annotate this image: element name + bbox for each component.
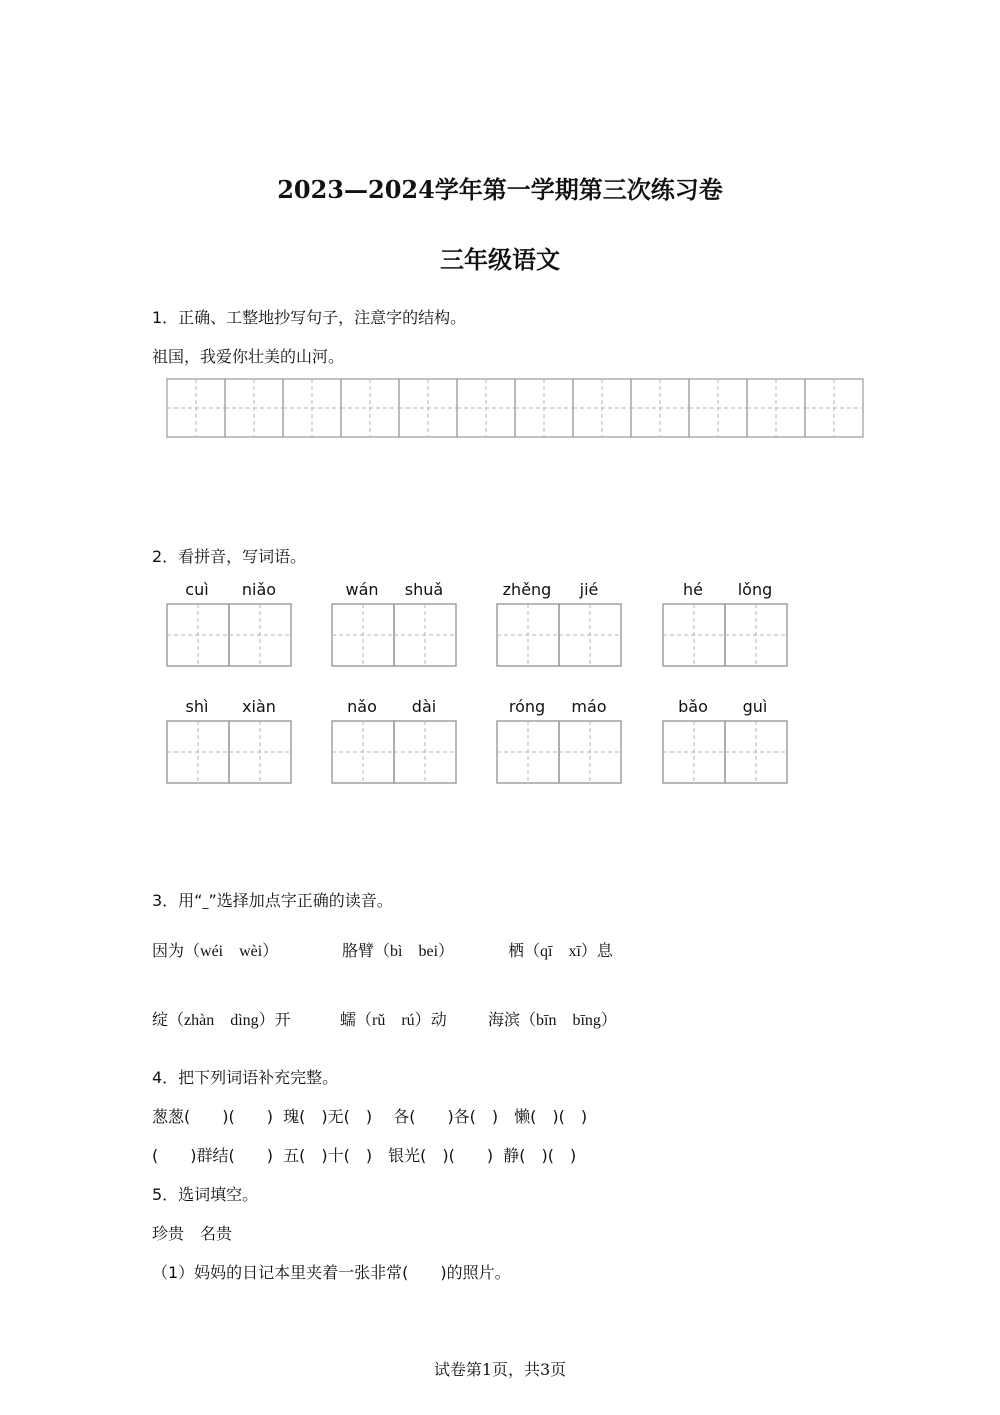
pinyin-label: máo bbox=[571, 697, 607, 716]
character-grid[interactable] bbox=[662, 603, 790, 669]
reading-word: 蠕 bbox=[340, 1010, 357, 1029]
reading-item bbox=[342, 938, 454, 961]
reading-word: 海滨 bbox=[488, 1010, 521, 1029]
question-3-prompt bbox=[152, 888, 393, 911]
reading-item bbox=[152, 938, 278, 961]
pinyin-word-item bbox=[166, 697, 296, 787]
character-grid[interactable] bbox=[662, 720, 790, 786]
character-grid[interactable] bbox=[496, 603, 624, 669]
pinyin-word-item bbox=[331, 697, 461, 787]
reading-options[interactable]: （qī xī） bbox=[524, 943, 597, 960]
copy-writing-grid[interactable] bbox=[166, 378, 866, 438]
reading-options[interactable]: （zhàn dìng） bbox=[168, 1012, 275, 1029]
question-5-prompt: 5．选词填空。 bbox=[152, 1185, 259, 1204]
question-4-prompt: 4．把下列词语补充完整。 bbox=[152, 1068, 339, 1087]
pinyin-label: cuì bbox=[185, 580, 209, 599]
question-2-prompt: 2．看拼音，写词语。 bbox=[152, 547, 307, 566]
writing-cell[interactable] bbox=[689, 379, 747, 437]
writing-cell[interactable] bbox=[515, 379, 573, 437]
pinyin-label: nǎo bbox=[347, 697, 377, 716]
pinyin-label: wán bbox=[345, 580, 379, 599]
writing-cell[interactable] bbox=[805, 379, 863, 437]
page-title: 2023—2024学年第一学期第三次练习卷 bbox=[277, 175, 723, 204]
pinyin-word-item bbox=[662, 580, 792, 670]
pinyin-label: jié bbox=[579, 580, 599, 599]
pinyin-label: lǒng bbox=[737, 580, 773, 599]
writing-cell[interactable] bbox=[399, 379, 457, 437]
character-grid[interactable] bbox=[331, 720, 459, 786]
fill-sentence-1[interactable]: （1）妈妈的日记本里夹着一张非常( )的照片。 bbox=[152, 1263, 511, 1282]
pinyin-label: shì bbox=[185, 697, 209, 716]
reading-item bbox=[488, 1007, 617, 1030]
writing-cell[interactable] bbox=[283, 379, 341, 437]
writing-cell[interactable] bbox=[225, 379, 283, 437]
reading-options[interactable]: （rǔ rú） bbox=[356, 1012, 431, 1029]
reading-item bbox=[152, 1007, 291, 1030]
pinyin-label: róng bbox=[508, 697, 546, 716]
pinyin-label: bǎo bbox=[678, 697, 708, 716]
pinyin-word-item bbox=[496, 580, 626, 670]
pinyin-word-item bbox=[662, 697, 792, 787]
character-grid[interactable] bbox=[166, 603, 294, 669]
pinyin-label: xiàn bbox=[242, 697, 276, 716]
idiom-fill-line-1[interactable]: 葱葱( )( ) 瑰( )无( ) 各( )各( ) 懒( )( ) bbox=[152, 1107, 588, 1126]
reading-options[interactable]: （wéi wèi） bbox=[184, 943, 279, 960]
word-choices: 珍贵 名贵 bbox=[152, 1224, 233, 1243]
page-subtitle: 三年级语文 bbox=[440, 245, 560, 274]
question-1-sentence: 祖国，我爱你壮美的山河。 bbox=[152, 347, 345, 366]
reading-word-tail: 动 bbox=[430, 1010, 447, 1029]
idiom-fill-line-2[interactable]: ( )群结( ) 五( )十( ) 银光( )( ) 静( )( ) bbox=[152, 1146, 577, 1165]
reading-options[interactable]: （bīn bīng） bbox=[520, 1012, 617, 1029]
writing-cell[interactable] bbox=[457, 379, 515, 437]
character-grid[interactable] bbox=[496, 720, 624, 786]
pinyin-label: dài bbox=[411, 697, 437, 716]
pinyin-word-item bbox=[166, 580, 296, 670]
pinyin-label: hé bbox=[683, 580, 703, 599]
reading-item bbox=[508, 938, 613, 961]
pinyin-word-item bbox=[331, 580, 461, 670]
reading-word: 绽 bbox=[152, 1010, 169, 1029]
character-grid[interactable] bbox=[331, 603, 459, 669]
question-3-prompt-start: 3．用“ bbox=[152, 891, 203, 910]
reading-item bbox=[340, 1007, 447, 1030]
reading-word-tail: 开 bbox=[274, 1010, 291, 1029]
pinyin-label: guì bbox=[742, 697, 768, 716]
character-grid[interactable] bbox=[166, 720, 294, 786]
writing-cell[interactable] bbox=[747, 379, 805, 437]
reading-options[interactable]: （bì bei） bbox=[374, 943, 455, 960]
reading-word: 胳臂 bbox=[342, 941, 375, 960]
question-3-prompt-end: ”选择加点字正确的读音。 bbox=[208, 891, 393, 910]
writing-cell[interactable] bbox=[631, 379, 689, 437]
question-1-prompt: 1．正确、工整地抄写句子，注意字的结构。 bbox=[152, 308, 467, 327]
writing-cell[interactable] bbox=[573, 379, 631, 437]
reading-word: 因为 bbox=[152, 941, 185, 960]
reading-word-tail: 息 bbox=[596, 941, 613, 960]
underline-mark-symbol: _ bbox=[202, 895, 209, 909]
pinyin-word-item bbox=[496, 697, 626, 787]
pinyin-label: niǎo bbox=[241, 580, 277, 599]
reading-word: 栖 bbox=[508, 941, 525, 960]
writing-cell[interactable] bbox=[167, 379, 225, 437]
pinyin-label: zhěng bbox=[502, 580, 552, 599]
pinyin-label: shuǎ bbox=[404, 580, 444, 599]
writing-cell[interactable] bbox=[341, 379, 399, 437]
page-number: 试卷第1页，共3页 bbox=[433, 1360, 567, 1379]
